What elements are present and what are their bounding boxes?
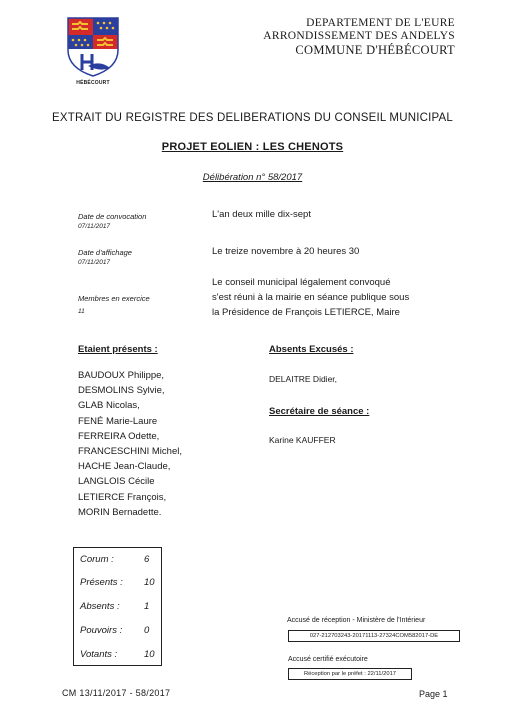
affichage-label: Date d'affichage <box>78 248 132 257</box>
absent-names: DELAITRE Didier, <box>269 374 338 384</box>
count-value: 1 <box>144 601 150 612</box>
list-item: FRANCESCHINI Michel, <box>78 446 182 458</box>
list-item: BAUDOUX Philippe, <box>78 370 165 381</box>
count-label: Votants : <box>80 649 118 660</box>
list-item: GLAB Nicolas, <box>78 400 140 412</box>
page-number: Page 1 <box>419 689 448 699</box>
council-line-1: Le conseil municipal légalement convoqué <box>212 277 391 288</box>
list-item: MORIN Bernadette. <box>78 506 162 518</box>
convocation-date: 07/11/2017 <box>78 223 111 230</box>
vote-count-box <box>73 547 162 666</box>
certified-title: Accusé certifié exécutoire <box>288 656 368 663</box>
arrondissement-line: ARRONDISSEMENT DES ANDELYS <box>263 30 455 42</box>
count-row-votants <box>74 649 161 665</box>
secretary-name: Karine KAUFFER <box>269 435 336 445</box>
reception-code: 027-212703243-20171113-27324COM582017-DE <box>288 630 460 642</box>
count-label: Pouvoirs : <box>80 625 123 636</box>
commune-line: COMMUNE D'HÉBÉCOURT <box>295 43 455 57</box>
footer-reference: CM 13/11/2017 - 58/2017 <box>62 688 171 698</box>
deliberation-number: Délibération n° 58/2017 <box>202 172 303 183</box>
count-value: 10 <box>144 577 155 588</box>
members-label: Membres en exercice <box>78 294 150 303</box>
present-list <box>78 368 182 520</box>
present-heading: Etaient présents : <box>78 344 158 355</box>
count-row-pouvoirs <box>74 625 161 641</box>
secretary-heading: Secrétaire de séance : <box>269 406 370 417</box>
convocation-label: Date de convocation <box>78 212 147 221</box>
council-line-3: la Présidence de François LETIERCE, Maire <box>212 307 400 318</box>
commune-crest-icon <box>66 16 120 78</box>
list-item: DESMOLINS Sylvie, <box>78 385 165 397</box>
count-value: 10 <box>144 649 155 660</box>
document-title: EXTRAIT DU REGISTRE DES DELIBERATIONS DU CONSEIL MUNICIPAL <box>52 112 453 124</box>
list-item: HACHE Jean-Claude, <box>78 461 171 473</box>
affichage-date: 07/11/2017 <box>78 259 111 266</box>
count-row-presents <box>74 577 161 593</box>
list-item: LETIERCE François, <box>78 491 167 503</box>
reception-title: Accusé de réception - Ministère de l'Intérieur <box>287 617 426 624</box>
list-item: FENÉ Marie-Laure <box>78 415 158 427</box>
absent-heading: Absents Excusés : <box>269 344 354 355</box>
count-value: 6 <box>144 554 150 565</box>
project-title: PROJET EOLIEN : LES CHENOTS <box>161 141 344 153</box>
prefect-reception: Réception par le préfet : 22/11/2017 <box>288 668 412 680</box>
count-label: Absents : <box>80 601 120 612</box>
crest-label: HÉBÉCOURT <box>76 80 110 86</box>
council-line-2: s'est réuni à la mairie en séance publique sous <box>212 292 410 303</box>
count-label: Présents : <box>80 577 123 588</box>
count-row-absents <box>74 601 161 617</box>
members-count: 11 <box>78 308 85 315</box>
year-line: L'an deux mille dix-sept <box>212 209 311 220</box>
count-value: 0 <box>144 625 150 636</box>
list-item: LANGLOIS Cécile <box>78 476 155 488</box>
date-line: Le treize novembre à 20 heures 30 <box>212 246 360 257</box>
count-label: Corum : <box>80 554 114 565</box>
list-item: FERREIRA Odette, <box>78 430 160 442</box>
count-row-corum <box>74 554 161 570</box>
department-line: DEPARTEMENT DE L'EURE <box>306 17 455 29</box>
